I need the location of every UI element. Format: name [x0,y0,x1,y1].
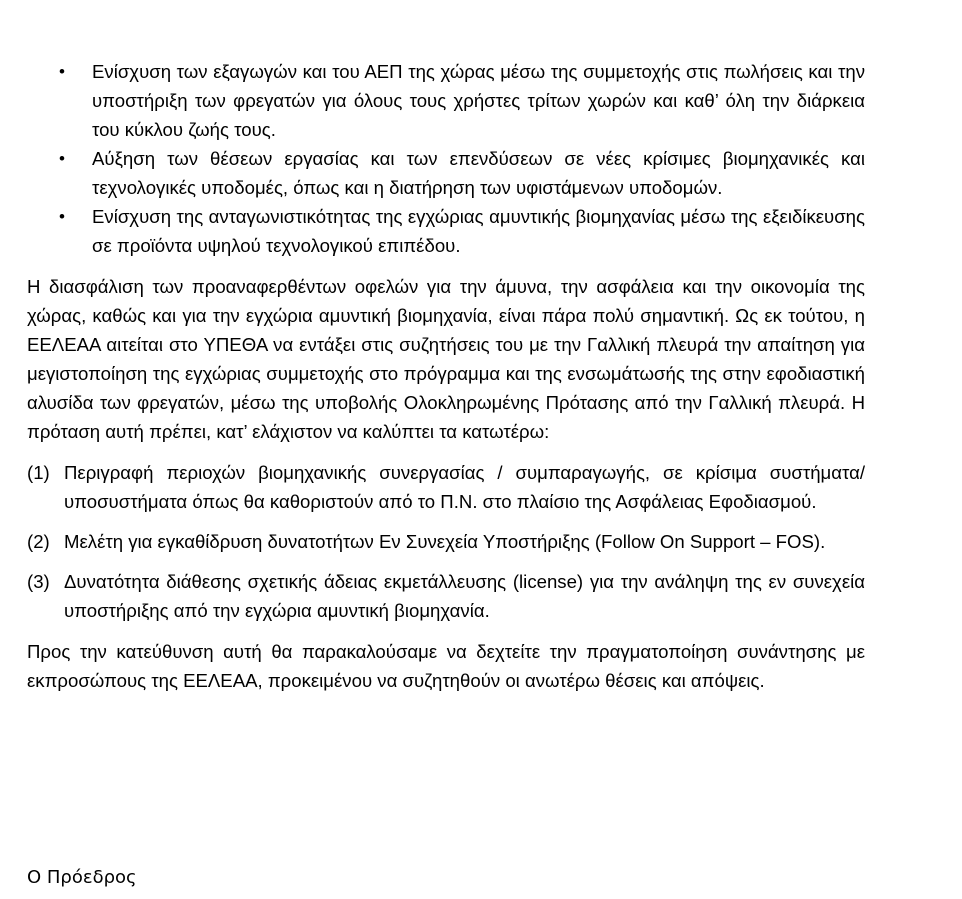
item-text: Μελέτη για εγκαθίδρυση δυνατοτήτων Εν Συνεχεία Υποστήριξης (Follow On Support – FOS). [64,531,826,552]
bullet-text: Αύξηση των θέσεων εργασίας και των επενδύσεων σε νέες κρίσιμες βιομηχανικές και τεχνολογικές υποδομές, όπως και η διατήρηση των υφιστάμενων υποδομών. [92,148,865,198]
bullet-text: Ενίσχυση των εξαγωγών και του ΑΕΠ της χώρας μέσω της συμμετοχής στις πωλήσεις και την υποστήριξη των φρεγατών για όλους τους χρήστες τρίτων χωρών και καθ’ όλη την διάρκεια του κύκλου ζωής τους. [92,61,865,140]
document-body [27,57,865,695]
benefits-bullet-list [27,57,865,260]
request-paragraph: Η διασφάλιση των προαναφερθέντων οφελών για την άμυνα, την ασφάλεια και την οικονομία της χώρας, καθώς και για την εγχώρια αμυντική βιομηχανία, είναι πάρα πολύ σημαντική. Ως εκ τούτου, η ΕΕΛΕΑΑ αιτείται στο ΥΠΕΘΑ να εντάξει στις συζητήσεις του με την Γαλλική πλευρά την απαίτηση για μεγιστοποίηση της εγχώριας συμμετοχής στο πρόγραμμα και της ενσωμάτωσής της στην εφοδιαστική αλυσίδα των φρεγατών, μέσω της υποβολής Ολοκληρωμένης Πρότασης από την Γαλλική πλευρά. Η πρόταση αυτή πρέπει, κατ’ ελάχιστον να καλύπτει τα κατωτέρω: [27,276,865,442]
bullet-icon: • [59,149,65,168]
item-text: Δυνατότητα διάθεσης σχετικής άδειας εκμετάλλευσης (license) για την ανάληψη της εν συνεχεία υποστήριξης από την εγχώρια αμυντική βιομηχανία. [64,571,865,621]
bullet-item [27,144,865,202]
item-number: (1) [27,462,50,483]
numbered-item [27,458,865,516]
signature-title: Ο Πρόεδρος [27,867,137,888]
numbered-item [27,567,865,625]
bullet-icon: • [59,207,65,226]
requirements-numbered-list [27,458,865,625]
item-text: Περιγραφή περιοχών βιομηχανικής συνεργασίας / συμπαραγωγής, σε κρίσιμα συστήματα/υποσυστήματα όπως θα καθοριστούν από το Π.Ν. στο πλαίσιο της Ασφάλειας Εφοδιασμού. [64,462,865,512]
bullet-item [27,57,865,144]
numbered-item [27,527,865,556]
item-number: (3) [27,571,50,592]
bullet-item [27,202,865,260]
bullet-text: Ενίσχυση της ανταγωνιστικότητας της εγχώριας αμυντικής βιομηχανίας μέσω της εξειδίκευσης σε προϊόντα υψηλού τεχνολογικού επιπέδου. [92,206,865,256]
item-number: (2) [27,531,50,552]
closing-paragraph: Προς την κατεύθυνση αυτή θα παρακαλούσαμε να δεχτείτε την πραγματοποίηση συνάντησης με εκπροσώπους της ΕΕΛΕΑΑ, προκειμένου να συζητηθούν οι ανωτέρω θέσεις και απόψεις. [27,641,865,691]
bullet-icon: • [59,62,65,81]
